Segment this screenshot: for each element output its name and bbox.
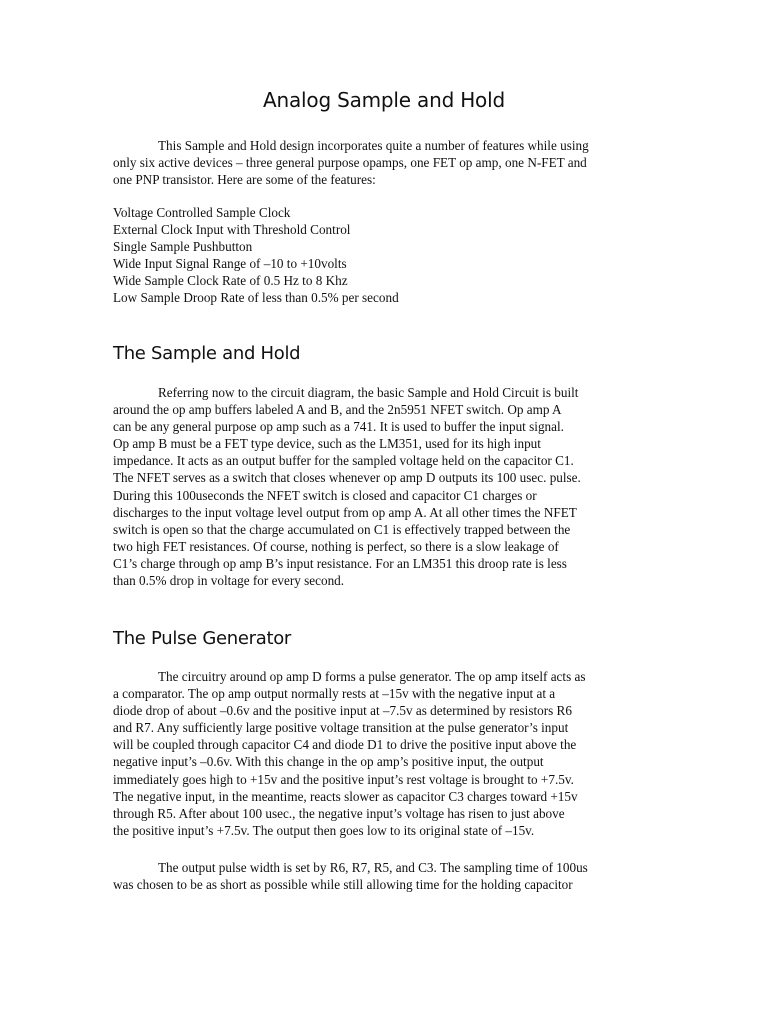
- text-line: During this 100useconds the NFET switch is closed and capacitor C1 charges or: [113, 487, 537, 503]
- section-heading-sample-and-hold: The Sample and Hold: [113, 343, 301, 364]
- text-line: only six active devices – three general purpose opamps, one FET op amp, one N-FET and: [113, 155, 587, 171]
- text-line: discharges to the input voltage level output from op amp A. At all other times the NFET: [113, 504, 577, 520]
- feature-item: Wide Input Signal Range of –10 to +10volts: [113, 256, 347, 272]
- text-line: was chosen to be as short as possible while still allowing time for the holding capacitor: [113, 877, 573, 893]
- text-line: Referring now to the circuit diagram, the basic Sample and Hold Circuit is built: [158, 385, 579, 400]
- text-line: through R5. After about 100 usec., the negative input’s voltage has risen to just above: [113, 805, 565, 821]
- feature-item: Single Sample Pushbutton: [113, 239, 253, 255]
- text-line: two high FET resistances. Of course, nothing is perfect, so there is a slow leakage of: [113, 538, 559, 554]
- text-line: switch is open so that the charge accumulated on C1 is effectively trapped between the: [113, 521, 571, 537]
- text-line: immediately goes high to +15v and the positive input’s rest voltage is brought to +7.5v.: [113, 771, 574, 787]
- text-line: one PNP transistor. Here are some of the features:: [113, 172, 376, 188]
- pulse-generator-paragraph-1: [113, 668, 586, 839]
- text-line: impedance. It acts as an output buffer for the sampled voltage held on the capacitor C1.: [113, 453, 574, 469]
- document-title: Analog Sample and Hold: [263, 88, 505, 112]
- text-line: The output pulse width is set by R6, R7, R5, and C3. The sampling time of 100us: [158, 860, 588, 875]
- text-line: a comparator. The op amp output normally rests at –15v with the negative input at a: [113, 686, 556, 702]
- text-line: diode drop of about –0.6v and the positive input at –7.5v as determined by resistors R6: [113, 703, 572, 719]
- text-line: C1’s charge through op amp B’s input resistance. For an LM351 this droop rate is less: [113, 555, 567, 571]
- text-line: around the op amp buffers labeled A and B, and the 2n5951 NFET switch. Op amp A: [113, 402, 562, 418]
- text-line: the positive input’s +7.5v. The output then goes low to its original state of –15v.: [113, 822, 535, 838]
- text-line: The NFET serves as a switch that closes whenever op amp D outputs its 100 usec. pulse.: [113, 470, 581, 486]
- section-heading-pulse-generator: The Pulse Generator: [113, 628, 292, 649]
- pulse-generator-paragraph-2: [113, 859, 588, 893]
- text-line: and R7. Any sufficiently large positive voltage transition at the pulse generator’s input: [113, 720, 569, 736]
- text-line: The negative input, in the meantime, reacts slower as capacitor C3 charges toward +15v: [113, 788, 578, 804]
- text-line: negative input’s –0.6v. With this change in the op amp’s positive input, the output: [113, 754, 544, 770]
- text-line: than 0.5% drop in voltage for every second.: [113, 573, 345, 589]
- text-line: This Sample and Hold design incorporates quite a number of features while using: [158, 138, 589, 153]
- text-line: The circuitry around op amp D forms a pulse generator. The op amp itself acts as: [158, 669, 586, 684]
- feature-item: Voltage Controlled Sample Clock: [113, 205, 291, 220]
- feature-item: Wide Sample Clock Rate of 0.5 Hz to 8 Khz: [113, 273, 348, 289]
- text-line: will be coupled through capacitor C4 and diode D1 to drive the positive input above the: [113, 737, 577, 753]
- feature-item: Low Sample Droop Rate of less than 0.5% per second: [113, 290, 399, 306]
- text-line: can be any general purpose op amp such as a 741. It is used to buffer the input signal.: [113, 419, 564, 435]
- intro-paragraph: [113, 137, 589, 188]
- feature-list: [113, 204, 399, 307]
- sample-and-hold-paragraph: [113, 384, 581, 589]
- feature-item: External Clock Input with Threshold Control: [113, 222, 351, 238]
- text-line: Op amp B must be a FET type device, such as the LM351, used for its high input: [113, 436, 541, 452]
